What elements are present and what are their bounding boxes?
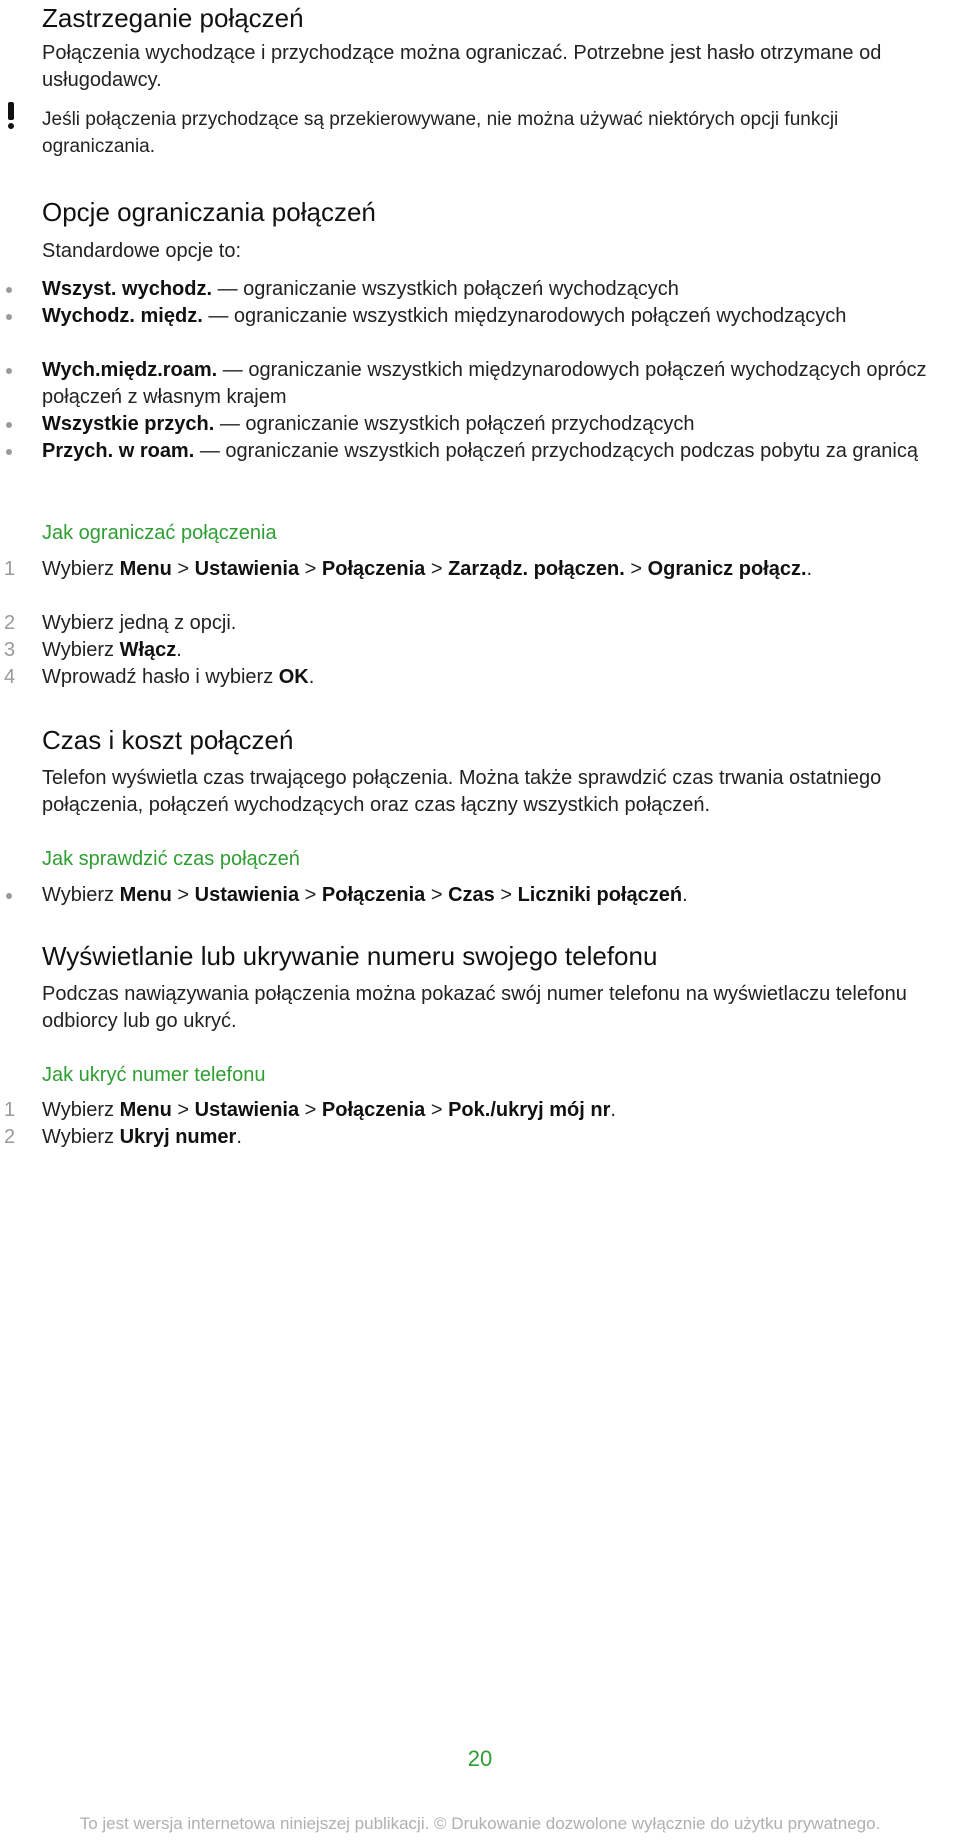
section-title-call-time: Czas i koszt połączeń — [42, 725, 294, 755]
option-term: Przych. w roam. — [42, 440, 195, 462]
bullet-icon — [6, 422, 12, 428]
step-text: Wybierz jedną z opcji. — [42, 612, 237, 634]
step-number: 3 — [4, 639, 16, 661]
call-time-intro: Telefon wyświetla czas trwającego połączenia. Można także sprawdzić czas trwania ostatniego połączenia, połączeń wychodzących oraz czas łączny wszystkich połączeń. — [42, 767, 882, 816]
caller-id-intro: Podczas nawiązywania połączenia można pokazać swój numer telefonu na wyświetlaczu telefonu odbiorcy lub go ukryć. — [42, 983, 907, 1032]
menu-path-term: Połączenia — [321, 884, 426, 906]
menu-path-term: Zarządz. połączen. — [448, 558, 625, 580]
option-desc: — ograniczanie wszystkich połączeń wychodzących — [212, 278, 679, 300]
subtitle-hide-number: Jak ukryć numer telefonu — [42, 1064, 266, 1086]
subtitle-check-call-time: Jak sprawdzić czas połączeń — [42, 848, 300, 870]
section-title-barring-options: Opcje ograniczania połączeń — [42, 197, 376, 227]
section-title-call-barring: Zastrzeganie połączeń — [42, 3, 304, 33]
step-number: 1 — [4, 558, 16, 580]
menu-path-term: Ustawienia — [194, 884, 300, 906]
menu-path-term: Pok./ukryj mój nr — [448, 1099, 611, 1121]
menu-path-term: Liczniki połączeń — [517, 884, 683, 906]
menu-path-term: Ustawienia — [194, 1099, 300, 1121]
menu-path-term: Ogranicz połącz. — [647, 558, 807, 580]
section-title-caller-id: Wyświetlanie lub ukrywanie numeru swojego telefonu — [42, 941, 658, 971]
footer-note: To jest wersja internetowa niniejszej publikacji. © Drukowanie dozwolone wyłącznie do użytku prywatnego. — [79, 1814, 881, 1833]
exclamation-icon — [4, 100, 18, 130]
call-barring-warning: Jeśli połączenia przychodzące są przekierowywane, nie można używać niektórych opcji funkcji ograniczania. — [42, 109, 839, 157]
menu-path-term: Czas — [448, 884, 495, 906]
bullet-icon — [6, 368, 12, 374]
option-desc: — ograniczanie wszystkich międzynarodowych połączeń wychodzących oprócz połączeń z własnym krajem — [42, 359, 927, 408]
bullet-icon — [6, 449, 12, 455]
menu-path-term: Połączenia — [321, 1099, 426, 1121]
bullet-icon — [6, 287, 12, 293]
step-text: Wybierz Ukryj numer. — [42, 1126, 242, 1148]
step-number: 1 — [4, 1099, 16, 1121]
menu-path-term: Ukryj numer — [119, 1126, 237, 1148]
option-desc: — ograniczanie wszystkich połączeń przychodzących podczas pobytu za granicą — [194, 440, 918, 462]
option-desc: — ograniczanie wszystkich połączeń przychodzących — [214, 413, 695, 435]
option-term: Wychodz. międz. — [42, 305, 203, 327]
option-term: Wych.międz.roam. — [42, 359, 218, 381]
menu-path-term: Włącz — [119, 639, 177, 661]
call-barring-intro: Połączenia wychodzące i przychodzące można ograniczać. Potrzebne jest hasło otrzymane od usługodawcy. — [42, 42, 882, 91]
bullet-icon — [6, 893, 12, 899]
option-desc: — ograniczanie wszystkich międzynarodowych połączeń wychodzących — [202, 305, 847, 327]
step-number: 2 — [4, 612, 16, 634]
bullet-icon — [6, 314, 12, 320]
step-number: 4 — [4, 666, 16, 688]
page-number: 20 — [467, 1746, 493, 1771]
step-text: Wybierz Włącz. — [42, 639, 182, 661]
menu-path-term: Menu — [119, 884, 172, 906]
step-number: 2 — [4, 1126, 16, 1148]
menu-path-term: Ustawienia — [194, 558, 300, 580]
option-term: Wszystkie przych. — [42, 413, 215, 435]
step-text: Wprowadź hasło i wybierz OK. — [42, 666, 315, 688]
subtitle-how-to-bar: Jak ograniczać połączenia — [42, 522, 277, 544]
barring-options-intro: Standardowe opcje to: — [42, 240, 242, 262]
step-text: Wybierz Menu > Ustawienia > Połączenia > Zarządz. połączen. > Ogranicz połącz.. — [42, 558, 813, 580]
step-text: Wybierz Menu > Ustawienia > Połączenia > Pok./ukryj mój nr. — [42, 1099, 616, 1121]
menu-path-term: OK — [278, 666, 309, 688]
option-term: Wszyst. wychodz. — [42, 278, 213, 300]
menu-path-term: Menu — [119, 558, 172, 580]
menu-path-term: Menu — [119, 1099, 172, 1121]
instruction-text: Wybierz Menu > Ustawienia > Połączenia > Czas > Liczniki połączeń. — [42, 884, 688, 906]
menu-path-term: Połączenia — [321, 558, 426, 580]
